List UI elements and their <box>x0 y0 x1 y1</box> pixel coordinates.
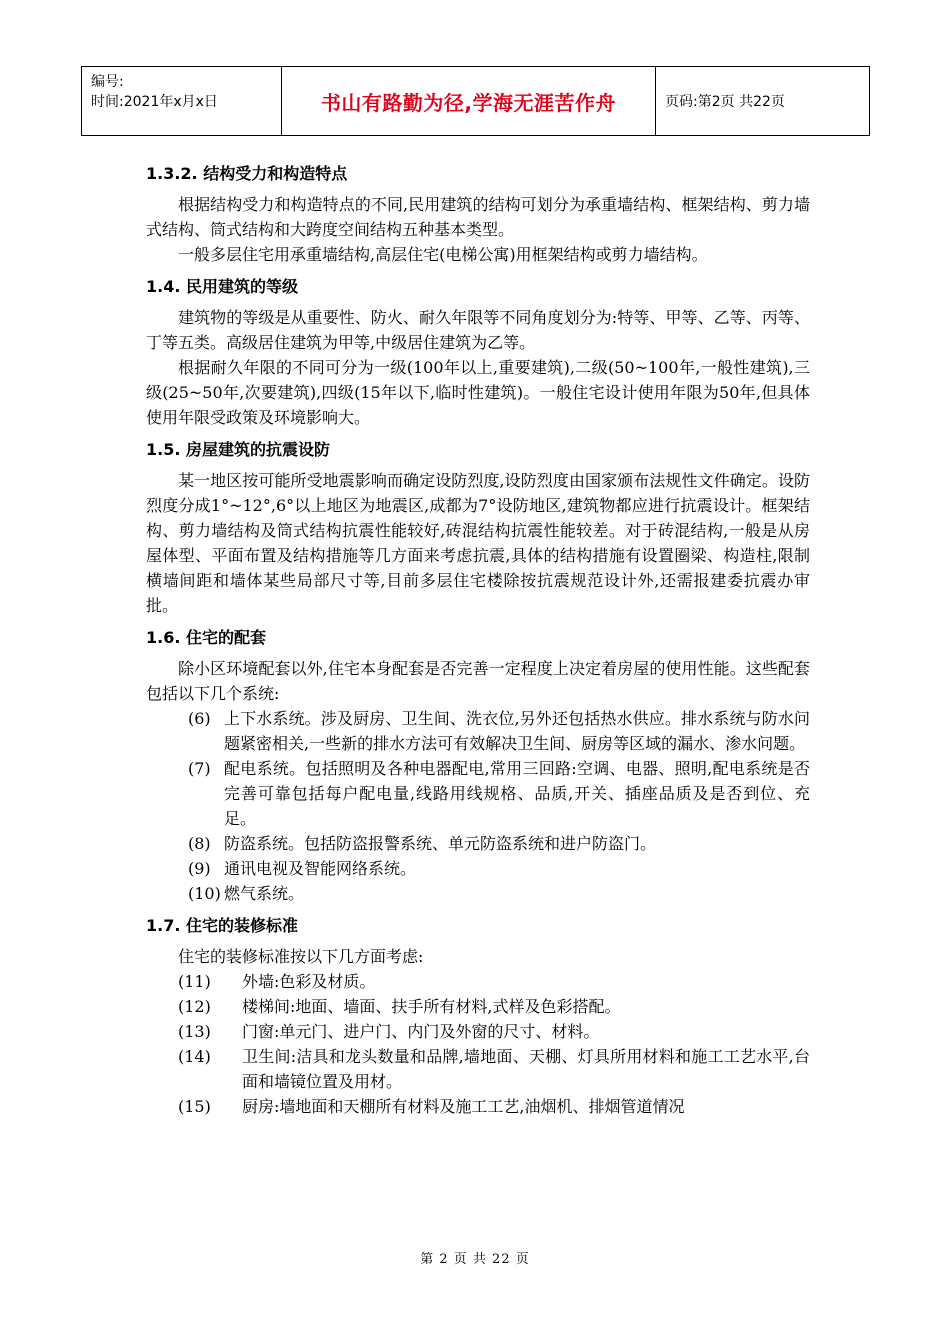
document-body <box>146 154 810 1119</box>
serial-label: 编号: <box>91 74 124 90</box>
list-number: (6) <box>188 709 211 728</box>
list-item <box>146 881 810 906</box>
list-item <box>146 1044 810 1094</box>
list-item <box>146 856 810 881</box>
section-title-1-6: 1.6. 住宅的配套 <box>146 628 266 647</box>
page-footer: 第 2 页 共 22 页 <box>420 1252 530 1267</box>
list-item <box>146 706 810 756</box>
list-item <box>146 969 810 994</box>
list-item <box>146 994 810 1019</box>
header-meta <box>82 67 282 135</box>
page-header <box>81 66 870 136</box>
section-title-1-5: 1.5. 房屋建筑的抗震设防 <box>146 440 330 459</box>
list-item <box>146 831 810 856</box>
header-page-label: 页码:第2页 共22页 <box>665 94 785 110</box>
list-text: 外墙:色彩及材质。 <box>242 972 376 991</box>
list-number: (11) <box>178 972 211 991</box>
list-item <box>146 1094 810 1119</box>
list-text: 厨房:墙地面和天棚所有材料及施工工艺,油烟机、排烟管道情况 <box>242 1097 685 1116</box>
list-text: 防盗系统。包括防盗报警系统、单元防盗系统和进户防盗门。 <box>224 834 657 853</box>
list-number: (10) <box>188 884 221 903</box>
list-number: (14) <box>178 1047 211 1066</box>
paragraph: 除小区环境配套以外,住宅本身配套是否完善一定程度上决定着房屋的使用性能。这些配套包括以下几个系统: <box>146 659 810 703</box>
list-text: 配电系统。包括照明及各种电器配电,常用三回路:空调、电器、照明,配电系统是否完善可靠包括每户配电量,线路用线规格、品质,开关、插座品质及是否到位、充足。 <box>224 759 810 828</box>
list-number: (13) <box>178 1022 211 1041</box>
paragraph: 某一地区按可能所受地震影响而确定设防烈度,设防烈度由国家颁布法规性文件确定。设防烈度分成1°~12°,6°以上地区为地震区,成都为7°设防地区,建筑物都应进行抗震设计。框架结构、剪力墙结构及筒式结构抗震性能较好,砖混结构抗震性能较差。对于砖混结构,一般是从房屋体型、平面布置及结构措施等几方面来考虑抗震,具体的结构措施有设置圈梁、构造柱,限制横墙间距和墙体某些局部尺寸等,目前多层住宅楼除按抗震规范设计外,还需报建委抗震办审批。 <box>146 471 810 615</box>
paragraph: 根据耐久年限的不同可分为一级(100年以上,重要建筑),二级(50~100年,一般性建筑),三级(25~50年,次要建筑),四级(15年以下,临时性建筑)。一般住宅设计使用年限为50年,但具体使用年限受政策及环境影响大。 <box>146 358 810 427</box>
list-number: (15) <box>178 1097 211 1116</box>
list-item <box>146 756 810 831</box>
paragraph: 一般多层住宅用承重墙结构,高层住宅(电梯公寓)用框架结构或剪力墙结构。 <box>178 245 708 264</box>
list-number: (12) <box>178 997 211 1016</box>
list-text: 燃气系统。 <box>224 884 305 903</box>
section-title-1-7: 1.7. 住宅的装修标准 <box>146 916 298 935</box>
paragraph: 根据结构受力和构造特点的不同,民用建筑的结构可划分为承重墙结构、框架结构、剪力墙式结构、筒式结构和大跨度空间结构五种基本类型。 <box>146 195 810 239</box>
list-number: (7) <box>188 759 211 778</box>
list-text: 卫生间:洁具和龙头数量和品牌,墙地面、天棚、灯具所用材料和施工工艺水平,台面和墙镜位置及用材。 <box>242 1047 810 1091</box>
list-text: 楼梯间:地面、墙面、扶手所有材料,式样及色彩搭配。 <box>242 997 621 1016</box>
paragraph: 建筑物的等级是从重要性、防火、耐久年限等不同角度划分为:特等、甲等、乙等、丙等、丁等五类。高级居住建筑为甲等,中级居住建筑为乙等。 <box>146 308 810 352</box>
list-text: 上下水系统。涉及厨房、卫生间、洗衣位,另外还包括热水供应。排水系统与防水问题紧密相关,一些新的排水方法可有效解决卫生间、厨房等区域的漏水、渗水问题。 <box>224 709 810 753</box>
list-item <box>146 1019 810 1044</box>
list-text: 门窗:单元门、进户门、内门及外窗的尺寸、材料。 <box>242 1022 600 1041</box>
list-number: (9) <box>188 859 211 878</box>
section-title-1-3-2: 1.3.2. 结构受力和构造特点 <box>146 164 348 183</box>
header-motto: 书山有路勤为径,学海无涯苦作舟 <box>282 67 656 135</box>
paragraph: 住宅的装修标准按以下几方面考虑: <box>178 947 424 966</box>
list-number: (8) <box>188 834 211 853</box>
section-title-1-4: 1.4. 民用建筑的等级 <box>146 277 298 296</box>
date-label: 时间:2021年x月x日 <box>91 94 218 110</box>
list-text: 通讯电视及智能网络系统。 <box>224 859 417 878</box>
